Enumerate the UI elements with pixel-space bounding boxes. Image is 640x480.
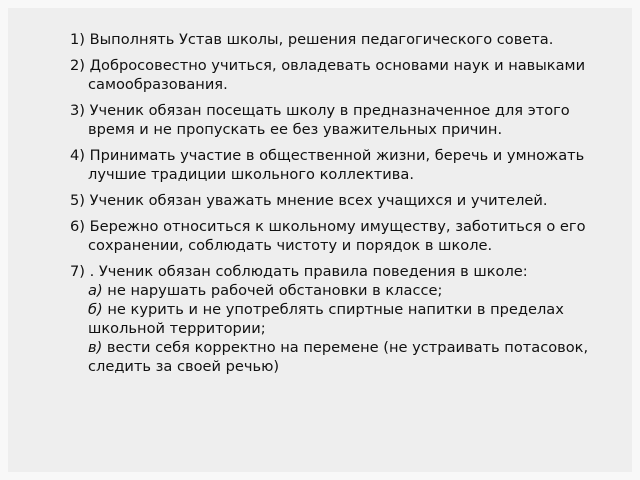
rule-text: Принимать участие в общественной жизни, беречь и умножать лучшие традиции школьного коллектива. [84,147,585,183]
rule-text: Ученик обязан уважать мнение всех учащихся и учителей. [84,192,548,209]
rule-item-7 [70,262,610,376]
rule-number: 6) [70,218,85,235]
rule-item-5 [70,191,610,210]
rule-text: Выполнять Устав школы, решения педагогического совета. [84,31,554,48]
rule-number: 1) [70,31,85,48]
subrule-text: не нарушать рабочей обстановки в классе; [102,282,443,299]
rule-item-1 [70,30,610,49]
subrule-letter: в) [88,339,103,356]
rule-number: 3) [70,102,85,119]
subrule-letter: б) [88,301,103,318]
subrule-item-a [88,281,610,300]
rule-text: Добросовестно учиться, овладевать основами наук и навыками самообразования. [84,57,586,93]
subrule-text: не курить и не употреблять спиртные напитки в пределах школьной территории; [88,301,564,337]
subrule-item-b [88,300,610,338]
rule-number: 4) [70,147,85,164]
rule-item-2 [70,56,610,94]
rule-item-4 [70,146,610,184]
rule-number: 7) [70,263,85,280]
rule-item-6 [70,217,610,255]
subrule-item-c [88,338,610,376]
rule-text: Бережно относиться к школьному имуществу, заботиться о его сохранении, соблюдать чистоту и порядок в школе. [84,218,586,254]
school-rules-list [70,30,610,383]
rule-number: 5) [70,192,85,209]
subrule-text: вести себя корректно на перемене (не устраивать потасовок, следить за своей речью) [88,339,589,375]
rule-item-3 [70,101,610,139]
rule-number: 2) [70,57,85,74]
subrule-letter: а) [88,282,103,299]
rule-text: Ученик обязан посещать школу в предназначенное для этого время и не пропускать ее без уважительных причин. [84,102,570,138]
rule-text: . Ученик обязан соблюдать правила поведения в школе: [84,263,528,280]
